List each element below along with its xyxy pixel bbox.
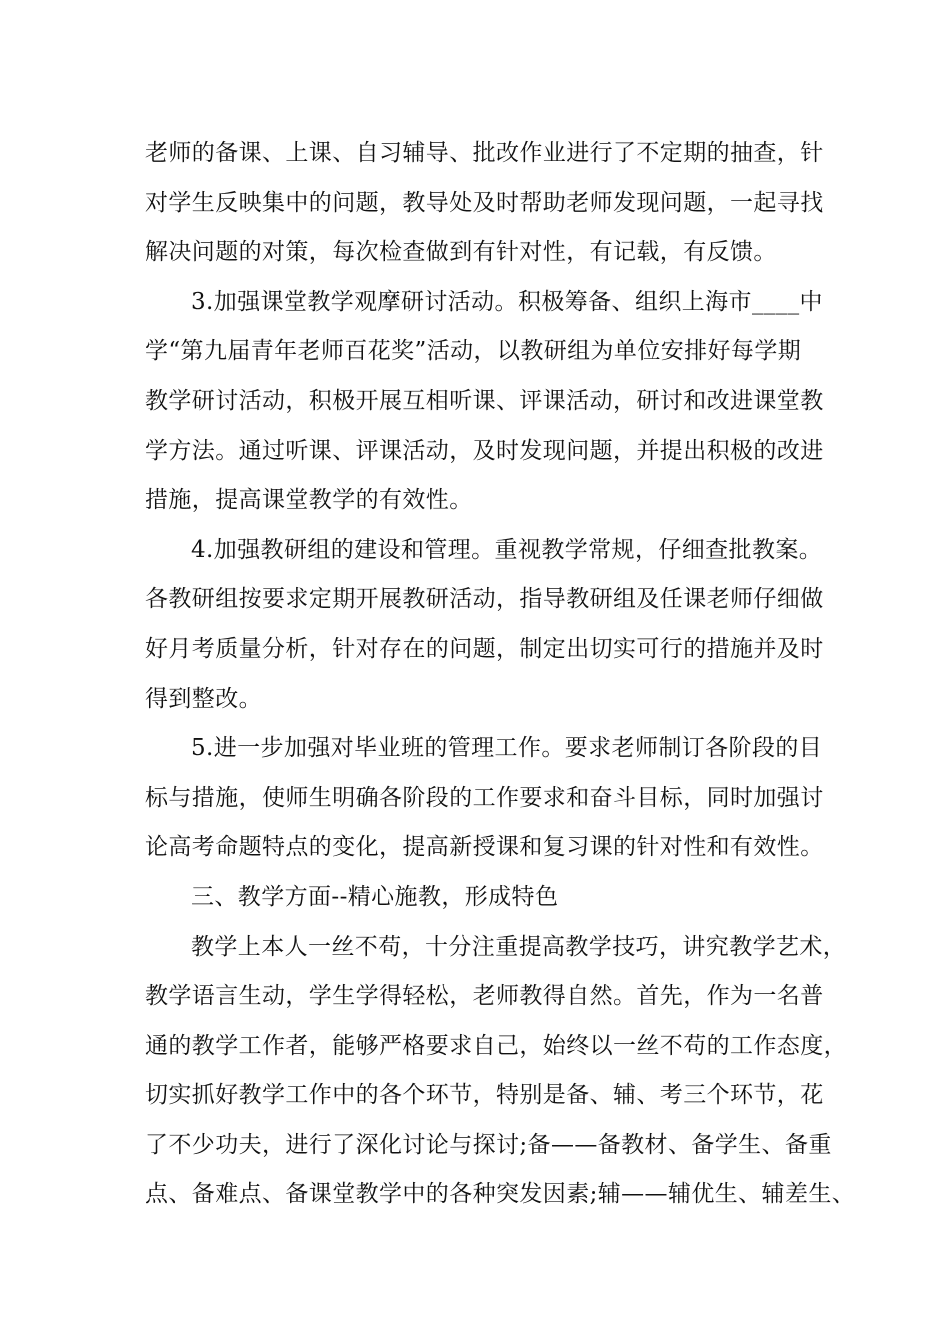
text-line: 得到整改。 — [145, 685, 262, 712]
text-line: 通的教学工作者，能够严格要求自己，始终以一丝不苟的工作态度， — [145, 1032, 847, 1059]
text-line: 切实抓好教学工作中的各个环节，特别是备、辅、考三个环节，花 — [145, 1082, 824, 1109]
text-line: 老师的备课、上课、自习辅导、批改作业进行了不定期的抽查，针 — [145, 140, 824, 166]
text-line: 教学语言生动，学生学得轻松，老师教得自然。首先，作为一名普 — [145, 983, 824, 1010]
text-line-item-4: 4.加强教研组的建设和管理。重视教学常规，仔细查批教案。 — [191, 536, 823, 563]
text-line-item-3: 3.加强课堂教学观摩研讨活动。积极筹备、组织上海市____中 — [191, 288, 823, 315]
text-line: 解决问题的对策，每次检查做到有针对性，有记载，有反馈。 — [145, 239, 777, 266]
text-line: 对学生反映集中的问题，教导处及时帮助老师发现问题，一起寻找 — [145, 189, 824, 216]
document-body — [145, 129, 856, 1220]
section-heading: 三、教学方面--精心施教，形成特色 — [191, 883, 559, 910]
text-line: 论高考命题特点的变化，提高新授课和复习课的针对性和有效性。 — [145, 834, 824, 861]
text-line: 学“第九届青年老师百花奖”活动，以教研组为单位安排好每学期 — [145, 338, 802, 365]
text-line: 学方法。通过听课、评课活动，及时发现问题，并提出积极的改进 — [145, 437, 824, 464]
text-line: 标与措施，使师生明确各阶段的工作要求和奋斗目标，同时加强讨 — [145, 784, 824, 811]
text-line: 点、备难点、备课堂教学中的各种突发因素;辅——辅优生、辅差生、 — [145, 1181, 856, 1208]
text-line-item-5: 5.进一步加强对毕业班的管理工作。要求老师制订各阶段的目 — [191, 735, 823, 762]
text-line: 措施，提高课堂教学的有效性。 — [145, 487, 473, 514]
text-line: 教学上本人一丝不苟，十分注重提高教学技巧，讲究教学艺术， — [191, 933, 847, 960]
text-line: 了不少功夫，进行了深化讨论与探讨;备——备教材、备学生、备重 — [145, 1131, 832, 1158]
text-line: 教学研讨活动，积极开展互相听课、评课活动，研讨和改进课堂教 — [145, 387, 824, 414]
text-line: 各教研组按要求定期开展教研活动，指导教研组及任课老师仔细做 — [145, 586, 824, 613]
text-line: 好月考质量分析，针对存在的问题，制定出切实可行的措施并及时 — [145, 635, 824, 662]
